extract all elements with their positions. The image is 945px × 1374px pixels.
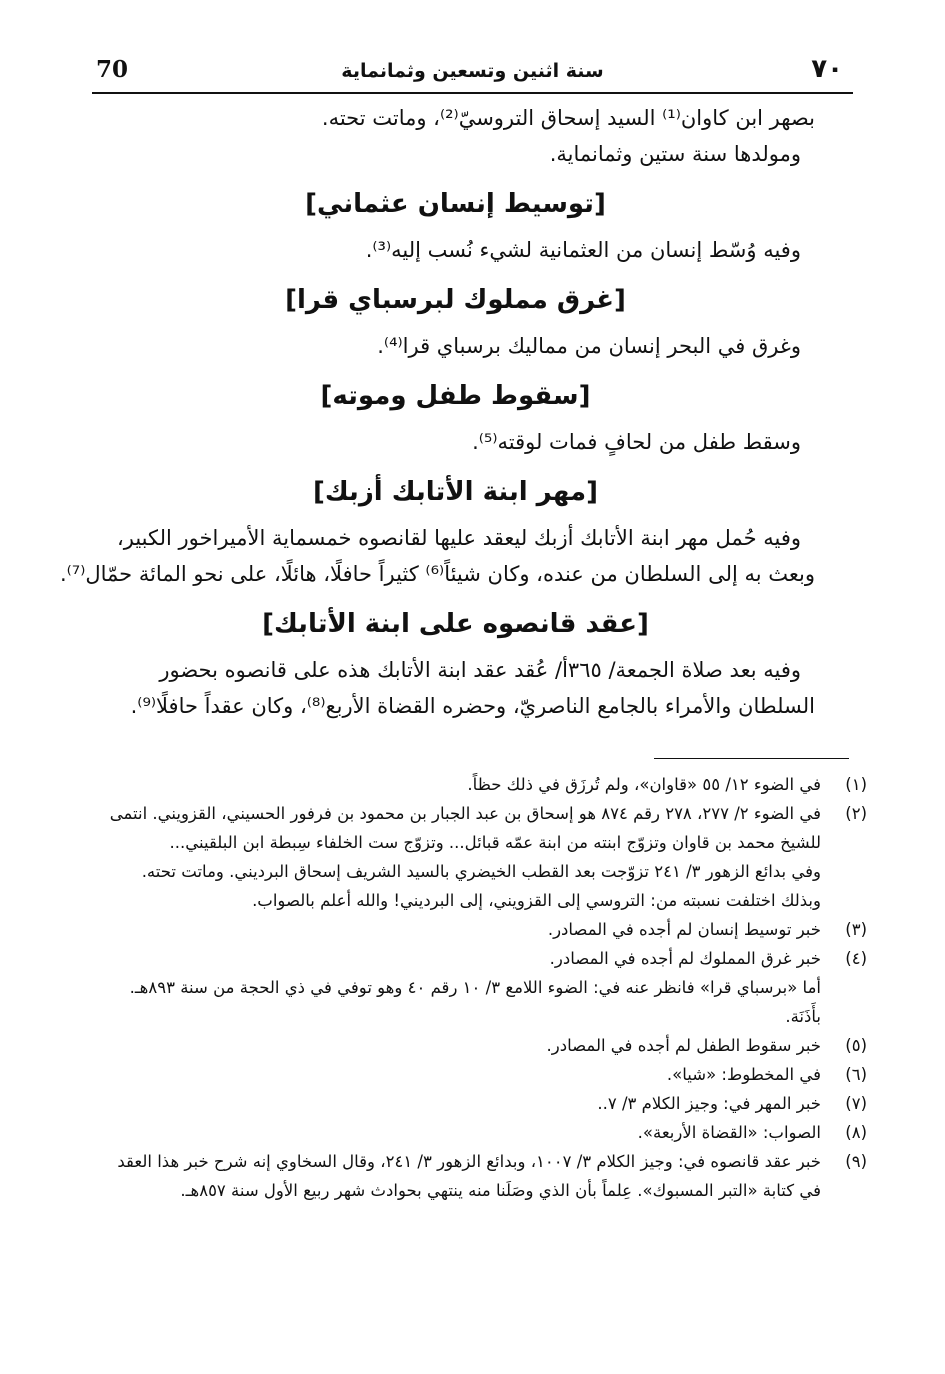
footnote-text: في الضوء ٢/ ٢٧٧، ٢٧٨ رقم ٨٧٤ هو إسحاق بن عبد الجبار بن محمود بن فرفور الحسيني، القزويني. انتمى للشيخ محمد بن قاوان وتزوّج ابنته من ابنة عمّه قبائل... وتزوّج ست الخلفاء سِبطة ابن البلقيني... (109, 804, 821, 852)
footnote-number: (٩) (845, 1152, 867, 1171)
paragraph: وفيه وُسّط إنسان من العثمانية لشيء نُسب إليه⁽³⁾. (365, 238, 801, 262)
section-heading: [مهر ابنة الأتابك أزبك] (312, 477, 599, 507)
page-number-latin: 70 (96, 56, 129, 83)
footnote (96, 944, 867, 973)
paragraph-line: بصهر ابن كاوان⁽¹⁾ السيد إسحاق التروسيّ⁽²⁾، وماتت تحته. (321, 106, 815, 130)
footnote-number: (٧) (845, 1094, 867, 1113)
footnote-text: خبر المهر في: وجيز الكلام ٣/ ٧.. (597, 1094, 821, 1113)
section-heading: [غرق مملوك لبرسباي قرا] (285, 285, 626, 315)
paragraph-line: السلطان والأمراء بالجامع الناصريّ، وحضره القضاة الأربع⁽⁸⁾، وكان عقداً حافلًا⁽⁹⁾. (130, 694, 815, 718)
footnote-continuation: أما «برسباي قرا» فانظر عنه في: الضوء اللامع ٣/ ١٠ رقم ٤٠ وهو توفي في ذي الحجة من سنة ٨٩٣هـ. بأَذَنَة. (129, 978, 821, 1026)
footnote-number: (٣) (845, 920, 867, 939)
paragraph-line: وفيه بعد صلاة الجمعة/ ٣٦٥أ/ عُقد عقد ابنة الأتابك هذه على قانصوه بحضور (159, 658, 801, 682)
paragraph-line: وبعث به إلى السلطان من عنده، وكان شيئاً⁽⁶⁾ كثيراً حافلًا، هائلًا، على نحو المائة حمّال⁽⁷⁾. (59, 562, 815, 586)
footnote-number: (٥) (845, 1036, 867, 1055)
footnote-number: (٦) (845, 1065, 867, 1084)
footnote-text: في المخطوط: «شيا». (666, 1065, 821, 1084)
footnote (96, 1031, 867, 1060)
footnote (96, 915, 867, 944)
footnotes (96, 770, 867, 1205)
footnote-text: في الضوء ١٢/ ٥٥ «قاوان»، ولم تُرزَق في ذلك حظاً. (467, 775, 821, 794)
page-number-arabic: ٧٠ (811, 54, 843, 84)
footnote-continuation: وبذلك اختلفت نسبته من: التروسي إلى القزويني، إلى البرديني! والله أعلم بالصواب. (252, 891, 821, 910)
footnote (96, 1060, 867, 1089)
footnote-text: الصواب: «القضاة الأربعة». (637, 1123, 821, 1142)
footnote-continuation: وفي بدائع الزهور ٣/ ٢٤١ تزوّجت بعد القطب الخيضري بالسيد الشريف إسحاق البرديني. وماتت تحته. (141, 862, 821, 881)
footnote-number: (٨) (845, 1123, 867, 1142)
section-heading: [سقوط طفل وموته] (320, 381, 591, 411)
footnote (96, 1118, 867, 1147)
footnote-number: (٤) (845, 949, 867, 968)
footnote-text: خبر غرق المملوك لم أجده في المصادر. (549, 949, 821, 968)
paragraph: وسقط طفل من لحافٍ فمات لوقته⁽⁵⁾. (472, 430, 801, 454)
footnote-number: (١) (845, 775, 867, 794)
footnote-text: خبر توسيط إنسان لم أجده في المصادر. (547, 920, 821, 939)
footnote-separator (654, 758, 849, 759)
running-header (92, 52, 853, 94)
footnote (96, 1147, 867, 1205)
section-heading: [توسيط إنسان عثماني] (305, 189, 606, 219)
paragraph-line: وفيه حُمل مهر ابنة الأتابك أزبك ليعقد عليها لقانصوه خمسماية الأميراخور الكبير، (116, 526, 801, 550)
paragraph-line: ومولدها سنة ستين وثمانماية. (549, 142, 801, 166)
footnote (96, 799, 867, 857)
paragraph: وغرق في البحر إنسان من مماليك برسباي قرا⁽⁴⁾. (377, 334, 801, 358)
section-heading: [عقد قانصوه على ابنة الأتابك] (262, 609, 649, 639)
running-title: سنة اثنين وتسعين وثمانماية (341, 60, 604, 82)
footnote (96, 770, 867, 799)
footnote (96, 1089, 867, 1118)
footnote-text: خبر سقوط الطفل لم أجده في المصادر. (546, 1036, 821, 1055)
main-text (59, 100, 815, 724)
footnote-text: خبر عقد قانصوه في: وجيز الكلام ٣/ ١٠٠٧، وبدائع الزهور ٣/ ٢٤١، وقال السخاوي إنه شرح خبر هذا العقد في كتابة «التبر المسبوك». عِلماً بأن الذي وصَلَنا منه ينتهي بحوادث شهر ربيع الأول سنة ٨٥٧هـ. (117, 1152, 821, 1200)
footnote-number: (٢) (845, 804, 867, 823)
